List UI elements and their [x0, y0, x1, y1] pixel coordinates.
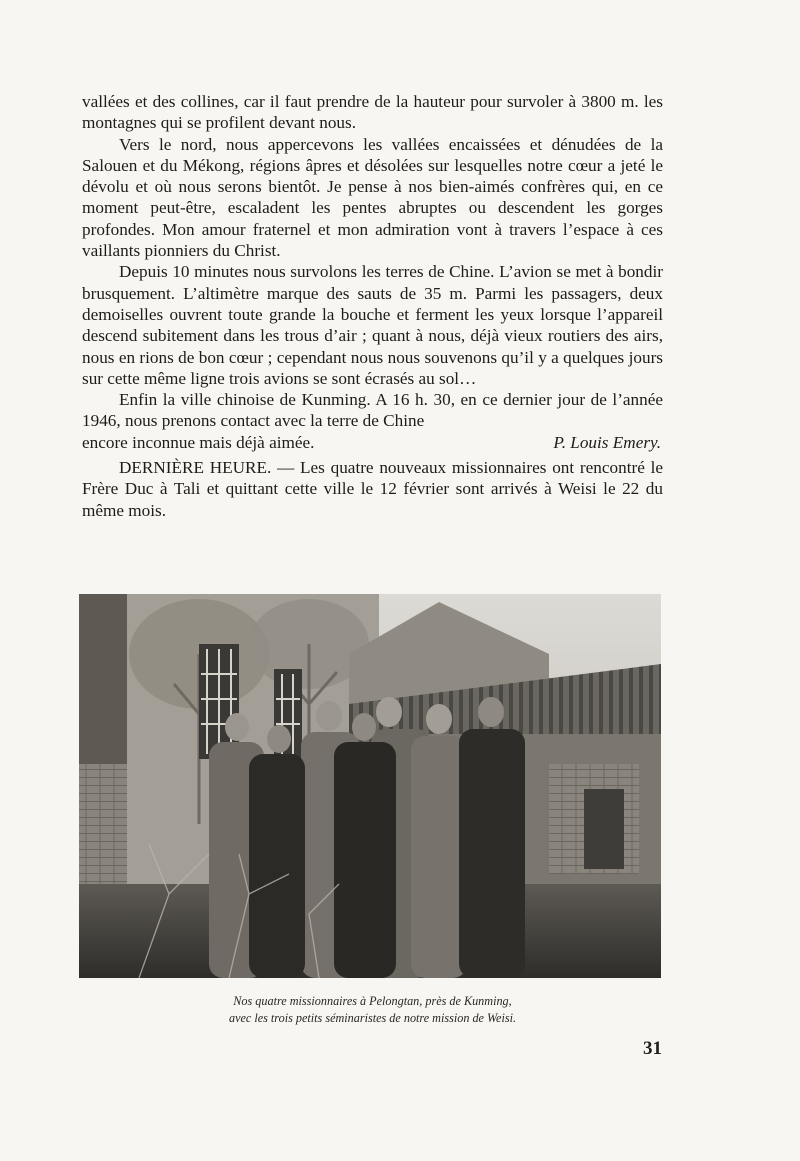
photo-caption: [82, 993, 663, 1027]
paragraph-arrival-kunming: Enfin la ville chinoise de Kunming. A 16 h. 30, en ce dernier jour de l’année 1946, nous prenons contact avec la terre de Chine: [82, 390, 663, 431]
paragraph-flight-turbulence: Depuis 10 minutes nous survolons les terres de Chine. L’avion se met à bondir brusquement. L’altimètre marque des sauts de 35 m. Parmi les passagers, deux demoiselles ouvrent toute grande la bouche et ferment les yeux lorsque l’appareil descend subitement dans les trous d’air ; quant à nous, déjà vieux routiers des airs, nous en rions de bon cœur ; cependant nous nous souvenons qu’il y a quelques jours sur cette même ligne trois avions se sont écrasés au sol…: [82, 262, 663, 388]
paragraph-north-valleys: Vers le nord, nous appercevons les vallées encaissées et dénudées de la Salouen et du Mékong, régions âpres et désolées sur lesquelles notre cœur a jeté le dévolu et où nous serons bientôt. Je pense à nos bien-aimés confrères qui, en ce moment peut-être, escaladent les pentes abruptes ou descendent les gorges profondes. Mon amour fraternel et mon admiration vont à travers l’espace à ces vaillants pionniers du Christ.: [82, 134, 663, 261]
photograph-illustration: [79, 594, 661, 978]
article-text: [82, 91, 663, 521]
paragraph-continued: vallées et des collines, car il faut prendre de la hauteur pour survoler à 3800 m. les montagnes qui se profilent devant nous.: [82, 92, 663, 133]
closing-line: encore inconnue mais déjà aimée.: [82, 432, 315, 452]
group-photograph: [79, 594, 661, 978]
author-signature: P. Louis Emery.: [553, 432, 661, 452]
closing-line-row: [82, 432, 663, 453]
paragraph-latest-news: DERNIÈRE HEURE. — Les quatre nouveaux missionnaires ont rencontré le Frère Duc à Tali et quittant cette ville le 12 février sont arrivés à Weisi le 22 du même mois.: [82, 458, 663, 520]
caption-line-1: Nos quatre missionnaires à Pelongtan, près de Kunming,: [233, 994, 512, 1008]
caption-line-2: avec les trois petits séminaristes de notre mission de Weisi.: [228, 1011, 517, 1025]
page-number: 31: [643, 1038, 662, 1059]
